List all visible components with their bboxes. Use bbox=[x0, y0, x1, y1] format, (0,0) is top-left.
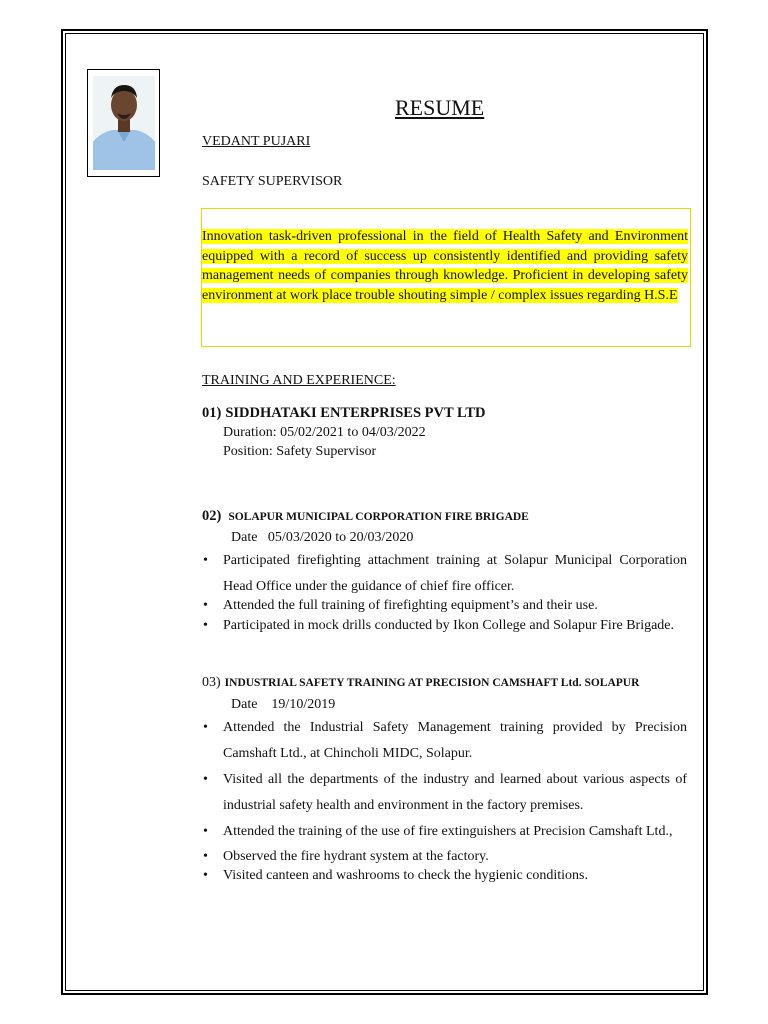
entry-3-heading bbox=[202, 673, 639, 691]
entry-2-bullets bbox=[202, 548, 687, 638]
entry-1-duration: Duration: 05/02/2021 to 04/03/2022 bbox=[223, 425, 426, 440]
list-item: • Participated firefighting attachment training at Solapur Municipal Corporation Head Office under the guidance of chief fire officer. bbox=[202, 548, 687, 599]
entry-3-bullets bbox=[202, 715, 687, 885]
entry-2-date: Date 05/03/2020 to 20/03/2020 bbox=[231, 530, 414, 545]
entry-1-number: 01) bbox=[202, 405, 222, 421]
entry-2-org: SOLAPUR MUNICIPAL CORPORATION FIRE BRIGADE bbox=[228, 511, 529, 523]
section-heading-training: TRAINING AND EXPERIENCE: bbox=[202, 373, 396, 388]
profile-summary bbox=[202, 227, 688, 305]
entry-3-org: INDUSTRIAL SAFETY TRAINING AT PRECISION CAMSHAFT Ltd. SOLAPUR bbox=[224, 677, 640, 689]
list-item: • Attended the training of the use of fire extinguishers at Precision Camshaft Ltd., bbox=[202, 819, 687, 845]
candidate-role: SAFETY SUPERVISOR bbox=[202, 174, 343, 189]
list-item: • Attended the Industrial Safety Management training provided by Precision Camshaft Ltd., at Chincholi MIDC, Solapur. bbox=[202, 715, 687, 766]
summary-text: Innovation task-driven professional in the field of Health Safety and Environment equipped with a record of success up consistently identified and providing safety management needs of companies through knowledge. Proficient in developing safety environment at work place trouble shouting simple / complex issues regarding H.S.E bbox=[202, 229, 688, 303]
entry-2-heading bbox=[202, 507, 529, 525]
entry-2-number: 02) bbox=[202, 508, 222, 524]
list-item: • Observed the fire hydrant system at the factory. bbox=[202, 847, 687, 866]
list-item: • Attended the full training of firefighting equipment’s and their use. bbox=[202, 593, 687, 619]
list-item: • Participated in mock drills conducted by Ikon College and Solapur Fire Brigade. bbox=[202, 613, 687, 639]
entry-3-number: 03) bbox=[202, 675, 221, 690]
entry-1-heading bbox=[202, 404, 485, 422]
resume-title: RESUME bbox=[395, 95, 485, 120]
list-item: • Visited all the departments of the industry and learned about various aspects of industrial safety health and environment in the factory premises. bbox=[202, 767, 687, 818]
entry-1-org: SIDDHATAKI ENTERPRISES PVT LTD bbox=[225, 405, 486, 421]
entry-1-position: Position: Safety Supervisor bbox=[223, 444, 377, 459]
entry-3-date: Date 19/10/2019 bbox=[231, 697, 336, 712]
candidate-name: VEDANT PUJARI bbox=[202, 134, 311, 149]
profile-photo bbox=[87, 69, 160, 177]
list-item: • Visited canteen and washrooms to check the hygienic conditions. bbox=[202, 866, 687, 885]
